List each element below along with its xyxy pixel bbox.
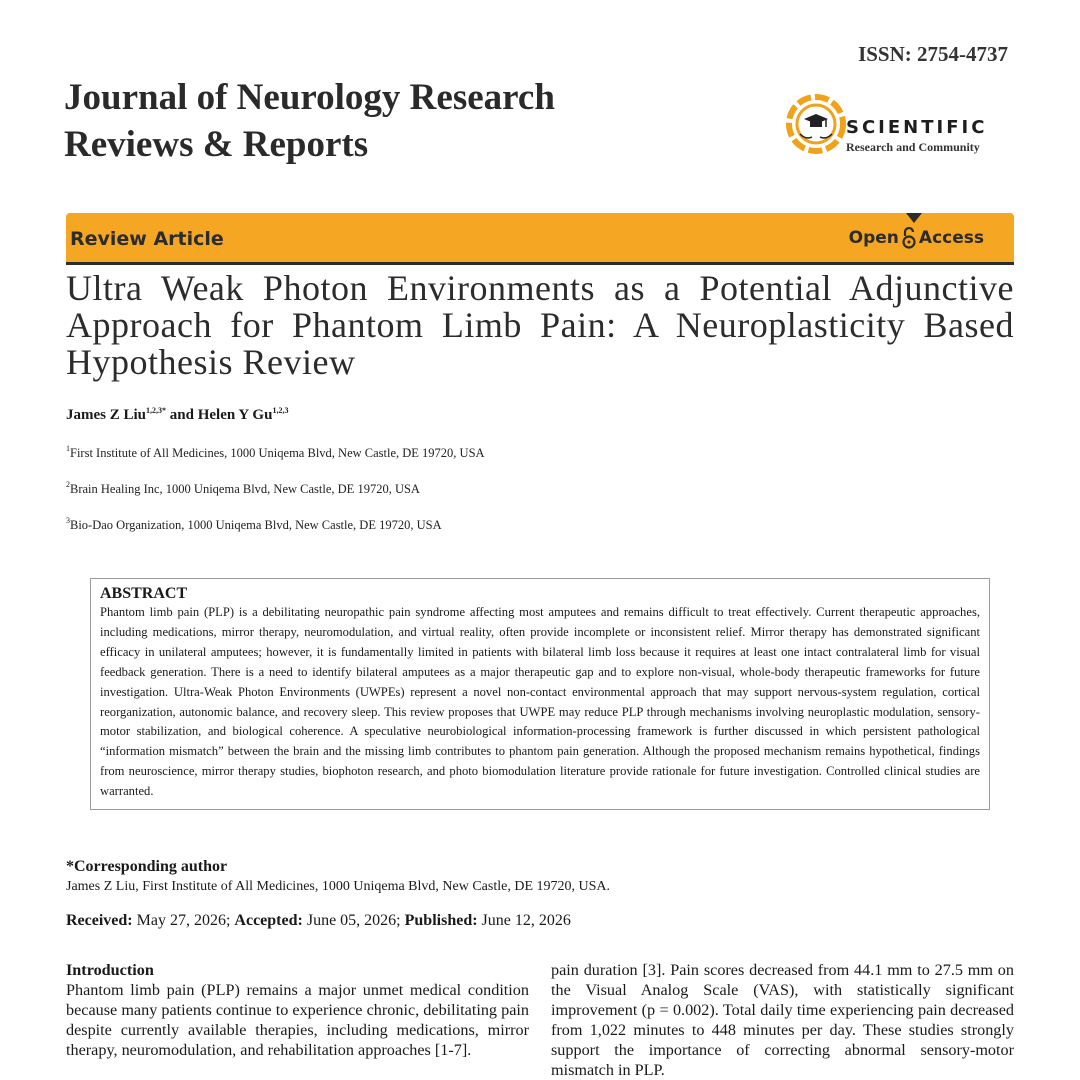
body-text-right: pain duration [3]. Pain scores decreased from 44.1 mm to 27.5 mm on the Visual Analog Scale (VAS), with statistically significant improvement (p = 0.002). Total daily time experiencing pain decreased from 1,022 minutes to 448 minutes per day. These studies strongly support the importance of correcting abnormal sensory-motor mismatch in PLP. xyxy=(551,961,1014,1079)
issn: ISSN: 2754-4737 xyxy=(858,42,1008,66)
received-label: Received: xyxy=(66,912,133,929)
affiliation-number: 2 xyxy=(66,480,70,489)
published-date: June 12, 2026 xyxy=(477,912,571,929)
logo-subtitle: Research and Community xyxy=(846,140,980,154)
corresponding-author-text: James Z Liu, First Institute of All Medicines, 1000 Uniqema Blvd, New Castle, DE 19720, USA. xyxy=(66,879,611,894)
author-affiliation-sup: 1,2,3 xyxy=(272,406,289,415)
article-title: Ultra Weak Photon Environments as a Potential Adjunctive Approach for Phantom Limb Pain: A Neuroplasticity Based Hypothesis Review xyxy=(66,268,1014,382)
body-column-left xyxy=(66,960,529,1060)
affiliation-text: Bio-Dao Organization, 1000 Uniqema Blvd, New Castle, DE 19720, USA xyxy=(70,518,442,532)
affiliation-text: Brain Healing Inc, 1000 Uniqema Blvd, New Castle, DE 19720, USA xyxy=(70,482,420,496)
journal-title xyxy=(64,74,555,168)
author-name: Helen Y Gu xyxy=(197,407,273,423)
affiliation-number: 3 xyxy=(66,516,70,525)
open-lock-icon xyxy=(901,227,917,249)
affiliation xyxy=(66,480,420,497)
author-conjunction: and xyxy=(166,407,198,423)
corresponding-author-heading: *Corresponding author xyxy=(66,858,228,875)
open-access-access: Access xyxy=(918,228,984,248)
open-access-pointer xyxy=(906,213,922,223)
article-type-label: Review Article xyxy=(70,228,224,250)
introduction-heading: Introduction xyxy=(66,961,154,979)
abstract-box xyxy=(90,578,990,810)
journal-title-line1: Journal of Neurology Research xyxy=(64,77,555,118)
body-column-right xyxy=(551,960,1014,1080)
open-access-open: Open xyxy=(848,228,899,248)
affiliation xyxy=(66,516,442,533)
affiliation-number: 1 xyxy=(66,444,70,453)
author-name: James Z Liu xyxy=(66,407,147,423)
received-date: May 27, 2026; xyxy=(132,912,231,929)
abstract-body: Phantom limb pain (PLP) is a debilitating neuropathic pain syndrome affecting most amputees and remains difficult to treat effectively. Current therapeutic approaches, including medications, mirror therapy, neuromodulation, and virtual reality, often provide incomplete or inconsistent relief. Mirror therapy has demonstrated significant efficacy in unilateral amputees; however, it is fundamentally limited in patients with bilateral limb loss because it requires at least one intact contralateral limb for visual feedback generation. There is a need to identify bilateral amputees as a major therapeutic gap and to explore non-visual, whole-body therapeutic frameworks for future investigation. Ultra-Weak Photon Environments (UWPEs) represent a novel non-contact environmental approach that may support nervous-system regulation, cortical reorganization, autonomic balance, and recovery sleep. This review proposes that UWPE may reduce PLP through mechanisms involving neuroplastic modulation, sensory-motor stabilization, and biological coherence. A speculative neurobiological information-processing framework is further discussed in which persistent pathological “information mismatch” between the brain and the missing limb contributes to phantom pain generation. Although the proposed mechanism remains hypothetical, findings from neuroscience, mirror therapy studies, biophoton research, and photo biomodulation literature provide rationale for future investigation. Controlled clinical studies are warranted. xyxy=(100,605,980,799)
accepted-label: Accepted: xyxy=(234,912,303,929)
introduction-text: Phantom limb pain (PLP) remains a major unmet medical condition because many patients continue to experience chronic, debilitating pain despite currently available therapies, including medications, mirror therapy, neuromodulation, and rehabilitation approaches [1-7]. xyxy=(66,981,529,1059)
author-list xyxy=(66,406,288,424)
logo-wordmark: SCIENTIFIC xyxy=(846,117,988,138)
abstract-heading: ABSTRACT xyxy=(100,585,188,602)
accepted-date: June 05, 2026; xyxy=(302,912,401,929)
affiliation xyxy=(66,444,485,461)
article-type-banner xyxy=(66,213,1014,265)
journal-title-line2: Reviews & Reports xyxy=(64,124,369,165)
published-label: Published: xyxy=(404,912,478,929)
affiliation-text: First Institute of All Medicines, 1000 Uniqema Blvd, New Castle, DE 19720, USA xyxy=(70,446,485,460)
publication-dates xyxy=(66,912,571,930)
open-access-badge xyxy=(849,227,984,249)
author-affiliation-sup: 1,2,3* xyxy=(146,406,167,415)
